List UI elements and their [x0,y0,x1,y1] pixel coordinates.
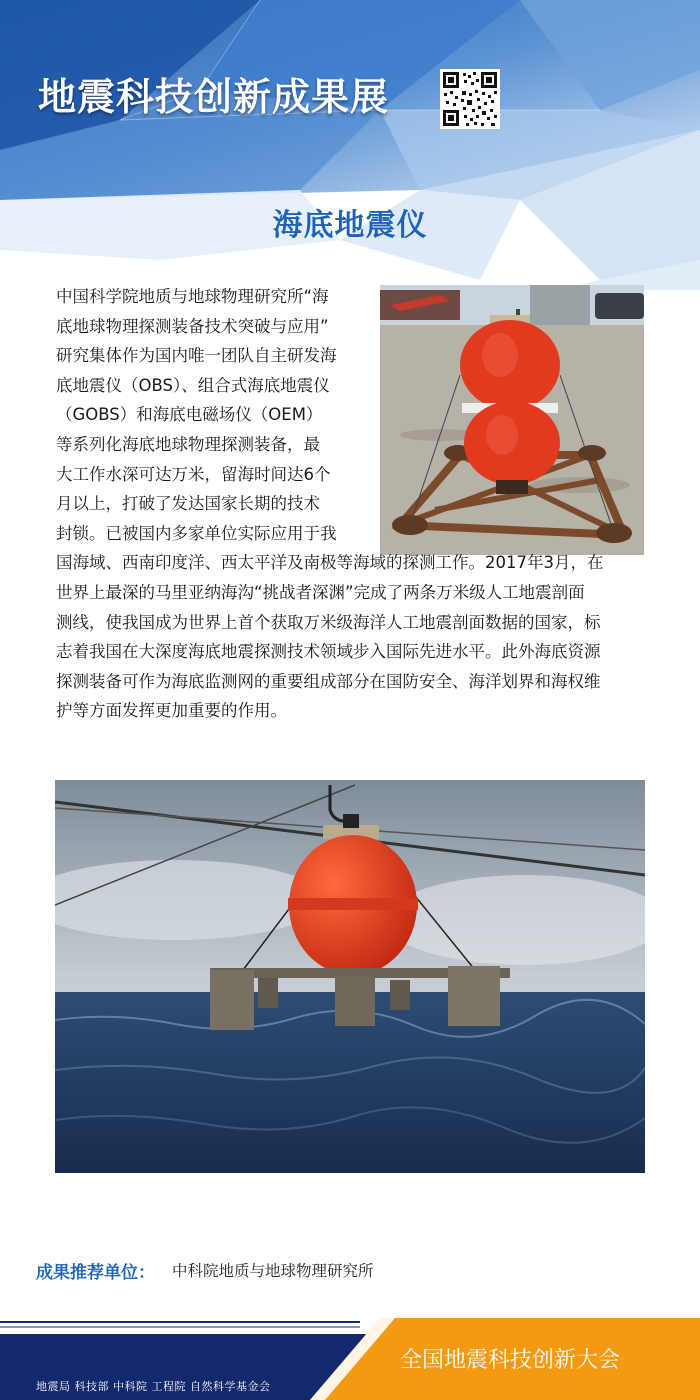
description-line: 封锁。已被国内多家单位实际应用于我 [56,523,337,543]
description-line: 底地震仪（OBS）、组合式海底地震仪 [56,375,330,395]
description-line: 测线，使我国成为世界上首个获取万米级海洋人工地震剖面数据的国家，标 [56,612,601,632]
recommending-unit-label: 成果推荐单位： [36,1263,155,1283]
banner-title: 地震科技创新成果展 [38,75,390,119]
description-line: 探测装备可作为海底监测网的重要组成部分在国防安全、海洋划界和海权维 [56,671,601,691]
description-line: 世界上最深的马里亚纳海沟“挑战者深渊”完成了两条万米级人工地震剖面 [56,582,585,602]
header-background [0,0,700,290]
description-line: 志着我国在大深度海底地震探测技术领域步入国际先进水平。此外海底资源 [56,642,601,662]
description-line: 国海域、西南印度洋、西太平洋及南极等海域的探测工作。2017年3月，在 [56,553,604,573]
description-text [56,282,646,726]
description-line: 月以上，打破了发达国家长期的技术 [56,494,320,514]
description-line: （GOBS）和海底电磁场仪（OEM） [56,405,323,425]
recommending-unit-value: 中科院地质与地球物理研究所 [172,1262,374,1280]
description-line: 研究集体作为国内唯一团队自主研发海 [56,346,337,366]
qr-code-icon [440,69,500,129]
description-line: 等系列化海底地球物理探测装备，最 [56,434,320,454]
section-title: 海底地震仪 [272,208,428,243]
description-line: 护等方面发挥更加重要的作用。 [56,701,287,721]
conference-name: 全国地震科技创新大会 [400,1348,621,1373]
obs-deployment-photo [55,780,645,1173]
description-line: 大工作水深可达万米，留海时间达6个 [56,464,331,484]
organizer-list: 地震局 科技部 中科院 工程院 自然科学基金会 [36,1380,271,1393]
description-line: 中国科学院地质与地球物理研究所“海 [56,287,329,306]
description-line: 底地球物理探测装备技术突破与应用” [56,316,329,336]
